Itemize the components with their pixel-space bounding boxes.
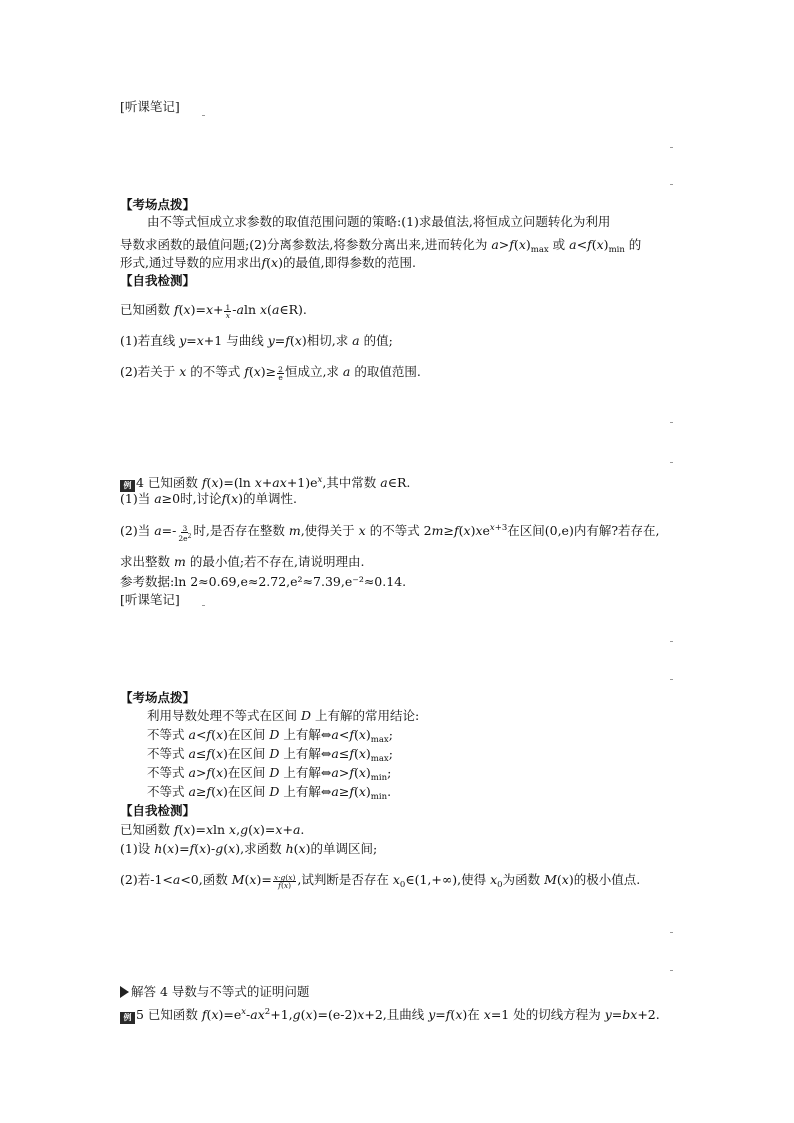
tip2-rule-1: 不等式 a<f(x)在区间 D 上有解$\Leftrightarrow a<f(x)_{max}$;: [147, 727, 393, 745]
margin-mark: [670, 147, 673, 148]
example-4-q1: (1)当 a≥0时,讨论f(x)的单调性.: [120, 491, 298, 506]
reference-data: 参考数据:ln 2≈0.69,e≈2.72,e²≈7.39,e⁻²≈0.14.: [120, 574, 407, 589]
question-1-1: (1)若直线 y=x+1 与曲线 y=f(x)相切,求 a 的值;: [120, 333, 393, 348]
notes-label-1: [听课笔记]: [120, 99, 180, 114]
example-4-q2: (2)当 a=- $\frac{3}{2e^2}$ 时,是否存在整数 m,使得关于 x 的不等式 $2m\ge f(x)xe^{x+3}$在区间(0,e)内有解?若存在,: [120, 523, 660, 543]
margin-mark: [670, 932, 673, 933]
example-badge: 例: [120, 480, 135, 492]
answer-4-heading: 解答 4 导数与不等式的证明问题: [120, 984, 309, 1000]
margin-mark: [670, 462, 673, 463]
section-arrow-icon: [120, 986, 129, 998]
margin-mark: [202, 115, 205, 116]
margin-mark: [202, 605, 205, 606]
margin-mark: [670, 422, 673, 423]
margin-mark: [670, 641, 673, 642]
example-4-intro: 例 4 已知函数 f(x)=(ln $x+ax+1)e^x$,其中常数 a∈R.: [120, 472, 410, 492]
tip2-rule-4: 不等式 a≥f(x)在区间 D 上有解$\Leftrightarrow a\ge f(x)_{min}$.: [147, 784, 392, 802]
problem-intro-2: 已知函数 f(x)=xln x,g(x)=x+a.: [120, 822, 305, 837]
check-heading-1: 【自我检测】: [120, 273, 196, 288]
notes-label-2: [听课笔记]: [120, 592, 180, 607]
example-5-intro: 例 5 已知函数 $f(x)=e^x-ax^2+1,g(x)=(e-2)x+2$,且曲线 y=f(x)在 x=1 处的切线方程为 y=bx+2.: [120, 1004, 660, 1024]
question-2-1: (1)设 h(x)=f(x)-g(x),求函数 h(x)的单调区间;: [120, 841, 378, 856]
margin-mark: [670, 184, 673, 185]
tip2-intro: 利用导数处理不等式在区间 D 上有解的常用结论:: [147, 708, 420, 723]
tip2-rule-2: 不等式 a≤f(x)在区间 D 上有解$\Leftrightarrow a\le f(x)_{max}$;: [147, 746, 393, 764]
tip-text-line-1: 由不等式恒成立求参数的取值范围问题的策略:(1)求最值法,将恒成立问题转化为利用: [147, 214, 611, 229]
margin-mark: [670, 970, 673, 971]
tip-text-line-2: 导数求函数的最值问题;(2)分离参数法,将参数分离出来,进而转化为 $a>f(x)_{max}$ 或 $a<f(x)_{min}$ 的: [120, 237, 642, 255]
example-badge: 例: [120, 1012, 135, 1024]
example-4-q2-line2: 求出整数 m 的最小值;若不存在,请说明理由.: [120, 554, 365, 569]
tip2-rule-3: 不等式 a>f(x)在区间 D 上有解$\Leftrightarrow a>f(x)_{min}$;: [147, 765, 392, 783]
tip-heading-2: 【考场点拨】: [120, 690, 196, 705]
check-heading-2: 【自我检测】: [120, 803, 196, 818]
question-1-2: (2)若关于 x 的不等式 f(x)≥ $\frac{2}{e}$ 恒成立,求 a 的取值范围.: [120, 364, 421, 382]
tip-text-line-3: 形式,通过导数的应用求出f(x)的最值,即得参数的范围.: [120, 255, 416, 270]
question-2-2: (2)若-1<a<0,函数 M(x)= $\frac{x\cdot g(x)}{f(x)}$ ,试判断是否存在 $x_0\in(1,+\infty)$,使得 $x_0$为函数 M(x)的极小值点.: [120, 872, 641, 890]
tip-heading-1: 【考场点拨】: [120, 197, 196, 212]
margin-mark: [670, 679, 673, 680]
problem-intro-1: 已知函数 f(x)=x+ $\frac{1}{x}$ -aln x(a∈R).: [120, 302, 307, 320]
